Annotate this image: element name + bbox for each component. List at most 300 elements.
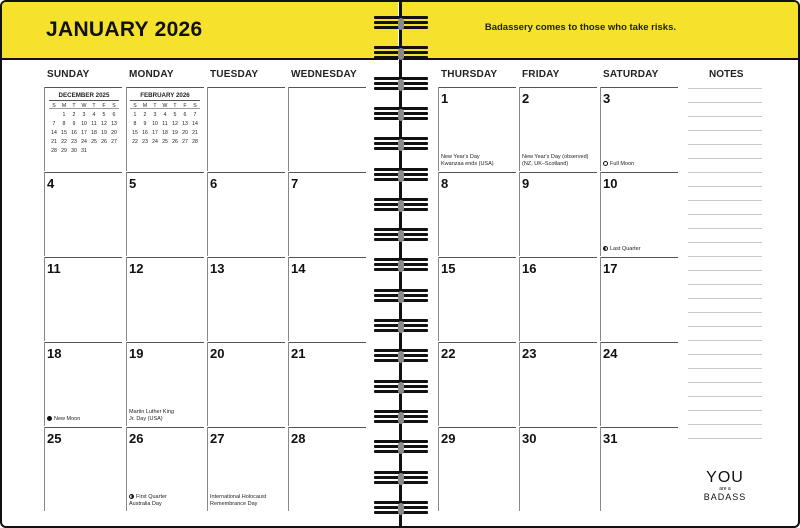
day-cell[interactable]: [288, 172, 366, 256]
cell-divider: [126, 172, 127, 256]
mini-date: 28: [51, 148, 57, 154]
logo-line-2: are a: [719, 486, 731, 492]
event-line: [441, 161, 494, 168]
day-events: [522, 154, 588, 168]
mini-date: 10: [152, 121, 158, 127]
day-number: 21: [291, 346, 306, 361]
mini-date: 29: [61, 148, 67, 154]
mini-date: 5: [102, 112, 106, 118]
notes-line[interactable]: [688, 158, 762, 159]
day-cell[interactable]: [44, 172, 122, 256]
notes-line[interactable]: [688, 354, 762, 355]
day-cell[interactable]: [126, 427, 204, 511]
event-line: [129, 409, 174, 416]
cell-rule: [519, 87, 597, 88]
event-text: Jr. Day (USA): [129, 416, 163, 422]
ring-hole: [398, 109, 404, 121]
cell-divider: [438, 427, 439, 511]
notes-line[interactable]: [688, 172, 762, 173]
cell-divider: [44, 172, 45, 256]
moon-phase-icon: [129, 494, 134, 499]
mini-calendar-row: [49, 148, 119, 156]
binding-ring: [374, 380, 428, 396]
mini-date: 11: [91, 121, 97, 127]
event-line: [603, 161, 634, 168]
day-cell[interactable]: [600, 172, 678, 256]
mini-weekday: M: [142, 103, 148, 109]
mini-date: 4: [92, 112, 96, 118]
mini-weekday: F: [183, 103, 187, 109]
mini-weekday: W: [162, 103, 168, 109]
day-number: 22: [441, 346, 456, 361]
mini-date: 16: [71, 130, 77, 136]
event-line: [47, 416, 80, 423]
binding-ring: [374, 77, 428, 93]
day-cell[interactable]: [288, 342, 366, 426]
binding-ring: [374, 198, 428, 214]
cell-rule: [519, 257, 597, 258]
day-cell[interactable]: [600, 342, 678, 426]
day-number: 25: [47, 431, 62, 446]
cell-divider: [207, 257, 208, 341]
mini-date: 7: [193, 112, 197, 118]
cell-rule: [207, 172, 285, 173]
cell-divider: [600, 342, 601, 426]
cell-divider: [600, 87, 601, 171]
mini-weekday: M: [61, 103, 67, 109]
notes-line[interactable]: [688, 242, 762, 243]
binding-ring: [374, 107, 428, 123]
cell-rule: [126, 257, 204, 258]
mini-calendar-february-2026: [130, 92, 200, 162]
day-cell[interactable]: [438, 427, 516, 511]
cell-rule: [126, 342, 204, 343]
event-text: International Holocaust: [210, 494, 267, 500]
day-number: 30: [522, 431, 537, 446]
mini-date: 19: [101, 130, 107, 136]
mini-date: 14: [192, 121, 198, 127]
mini-date: 28: [192, 139, 198, 145]
mini-date: 26: [172, 139, 178, 145]
cell-rule: [44, 172, 122, 173]
mini-calendar-row: [130, 130, 200, 138]
ring-hole: [398, 442, 404, 454]
binding-ring: [374, 319, 428, 335]
event-line: [210, 501, 266, 508]
mini-date: 13: [111, 121, 117, 127]
weekday-header-3: WEDNESDAY: [291, 69, 357, 80]
cell-divider: [438, 87, 439, 171]
ring-hole: [398, 170, 404, 182]
event-line: [522, 154, 588, 161]
mini-date: 2: [72, 112, 76, 118]
cell-rule: [288, 172, 366, 173]
event-text: Kwanzaa ends (USA): [441, 161, 494, 167]
mini-date: 24: [152, 139, 158, 145]
mini-weekday: T: [92, 103, 96, 109]
mini-date: 1: [62, 112, 66, 118]
cell-divider: [438, 342, 439, 426]
day-cell[interactable]: [44, 427, 122, 511]
day-number: 8: [441, 176, 449, 191]
event-text: Australia Day: [129, 501, 162, 507]
cell-divider: [207, 87, 208, 171]
cell-divider: [438, 172, 439, 256]
mini-calendar-row: [49, 121, 119, 129]
day-number: 11: [47, 261, 61, 276]
binding-ring: [374, 440, 428, 456]
cell-rule: [288, 342, 366, 343]
mini-date: 18: [91, 130, 97, 136]
cell-divider: [600, 257, 601, 341]
cell-divider: [44, 427, 45, 511]
day-cell[interactable]: [207, 87, 285, 171]
mini-calendar-title: FEBRUARY 2026: [130, 92, 200, 101]
cell-divider: [288, 87, 289, 171]
mini-date: 20: [182, 130, 188, 136]
event-text: New Year's Day (observed): [522, 154, 589, 160]
ring-hole: [398, 291, 404, 303]
mini-calendar-row: [49, 139, 119, 147]
day-number: 19: [129, 346, 144, 361]
cell-rule: [126, 427, 204, 428]
cell-divider: [288, 257, 289, 341]
cell-divider: [600, 427, 601, 511]
binding-ring: [374, 168, 428, 184]
event-text: New Year's Day: [441, 154, 480, 160]
day-number: 9: [522, 176, 530, 191]
day-cell[interactable]: [519, 342, 597, 426]
day-number: 5: [129, 176, 137, 191]
day-cell[interactable]: [44, 257, 122, 341]
notes-line[interactable]: [688, 144, 762, 145]
mini-date: 13: [182, 121, 188, 127]
day-cell[interactable]: [438, 87, 516, 171]
cell-rule: [519, 342, 597, 343]
day-number: 23: [522, 346, 537, 361]
event-text: Martin Luther King: [129, 409, 174, 415]
mini-date: 30: [71, 148, 77, 154]
mini-date: 16: [142, 130, 148, 136]
day-cell[interactable]: [126, 257, 204, 341]
mini-date: 1: [133, 112, 137, 118]
day-number: 20: [210, 346, 225, 361]
day-number: 27: [210, 431, 225, 446]
day-cell[interactable]: [600, 257, 678, 341]
cell-divider: [288, 427, 289, 511]
month-title: JANUARY 2026: [46, 18, 203, 41]
cell-divider: [126, 87, 127, 171]
moon-phase-icon: [603, 161, 608, 166]
notes-line[interactable]: [688, 438, 762, 439]
ring-hole: [398, 79, 404, 91]
day-number: 1: [441, 91, 449, 106]
binding-ring: [374, 258, 428, 274]
cell-rule: [288, 427, 366, 428]
event-line: [129, 501, 167, 508]
cell-rule: [438, 87, 516, 88]
mini-weekday: S: [193, 103, 197, 109]
ring-hole: [398, 48, 404, 60]
event-line: [603, 246, 641, 253]
mini-calendar-weekdays: [49, 103, 119, 109]
day-cell[interactable]: [438, 172, 516, 256]
mini-date: 17: [81, 130, 87, 136]
weekday-header-1: MONDAY: [129, 69, 174, 80]
ring-hole: [398, 412, 404, 424]
notes-line[interactable]: [688, 88, 762, 89]
event-line: [522, 161, 588, 168]
notes-line[interactable]: [688, 326, 762, 327]
mini-date: 2: [143, 112, 147, 118]
notes-line[interactable]: [688, 410, 762, 411]
cell-divider: [44, 87, 45, 171]
cell-rule: [207, 257, 285, 258]
cell-rule: [519, 427, 597, 428]
day-number: 4: [47, 176, 55, 191]
ring-hole: [398, 260, 404, 272]
day-cell[interactable]: [207, 257, 285, 341]
cell-rule: [600, 87, 678, 88]
cell-divider: [44, 257, 45, 341]
day-cell[interactable]: [288, 87, 366, 171]
event-text: New Moon: [54, 416, 81, 422]
mini-date: 6: [183, 112, 187, 118]
day-cell[interactable]: [207, 172, 285, 256]
day-number: 7: [291, 176, 299, 191]
day-number: 16: [522, 261, 537, 276]
mini-date: 15: [132, 130, 138, 136]
cell-rule: [600, 427, 678, 428]
mini-date: 21: [51, 139, 57, 145]
cell-rule: [126, 172, 204, 173]
day-number: 10: [603, 176, 618, 191]
day-cell[interactable]: [519, 172, 597, 256]
mini-calendar-row: [130, 121, 200, 129]
day-cell[interactable]: [438, 257, 516, 341]
notes-line[interactable]: [688, 298, 762, 299]
cell-divider: [519, 257, 520, 341]
cell-rule: [288, 257, 366, 258]
mini-date: 23: [71, 139, 77, 145]
ring-hole: [398, 473, 404, 485]
mini-date: 8: [62, 121, 66, 127]
day-cell[interactable]: [126, 172, 204, 256]
mini-date: 10: [81, 121, 87, 127]
event-line: [129, 494, 167, 501]
day-events: [129, 409, 174, 423]
brand-logo: [699, 470, 751, 502]
day-number: 29: [441, 431, 456, 446]
notes-line[interactable]: [688, 116, 762, 117]
day-events: [210, 494, 266, 508]
mini-date: 3: [153, 112, 157, 118]
cell-rule: [126, 87, 204, 88]
mini-calendar-title: DECEMBER 2025: [49, 92, 119, 101]
day-cell[interactable]: [600, 87, 678, 171]
cell-divider: [288, 172, 289, 256]
binding-ring: [374, 410, 428, 426]
event-text: First Quarter: [136, 494, 167, 500]
binding-ring: [374, 471, 428, 487]
cell-rule: [207, 87, 285, 88]
cell-rule: [288, 87, 366, 88]
day-number: 28: [291, 431, 306, 446]
binding-ring: [374, 228, 428, 244]
binding-ring: [374, 349, 428, 365]
notes-line[interactable]: [688, 228, 762, 229]
notes-line[interactable]: [688, 396, 762, 397]
event-text: Full Moon: [610, 161, 635, 167]
day-events: [47, 416, 80, 423]
day-cell[interactable]: [126, 342, 204, 426]
day-cell[interactable]: [519, 87, 597, 171]
day-cell[interactable]: [600, 427, 678, 511]
mini-date: 7: [52, 121, 56, 127]
binding-ring: [374, 137, 428, 153]
mini-date: 8: [133, 121, 137, 127]
cell-divider: [207, 427, 208, 511]
notes-line[interactable]: [688, 130, 762, 131]
cell-rule: [44, 87, 122, 88]
day-events: [441, 154, 494, 168]
binding-ring: [374, 16, 428, 32]
mini-date: 19: [172, 130, 178, 136]
mini-date: 18: [162, 130, 168, 136]
mini-date: 21: [192, 130, 198, 136]
mini-date: 12: [101, 121, 107, 127]
mini-date: 11: [162, 121, 168, 127]
mini-calendar-december-2025: [49, 92, 119, 162]
weekday-header-2: TUESDAY: [210, 69, 259, 80]
mini-weekday: S: [112, 103, 116, 109]
day-events: [603, 161, 634, 168]
mini-date: 4: [163, 112, 167, 118]
event-text: Remembrance Day: [210, 501, 258, 507]
day-number: 2: [522, 91, 530, 106]
day-events: [603, 246, 641, 253]
cell-rule: [600, 257, 678, 258]
mini-weekday: F: [102, 103, 106, 109]
notes-line[interactable]: [688, 368, 762, 369]
notes-line[interactable]: [688, 214, 762, 215]
notes-line[interactable]: [688, 102, 762, 103]
cell-rule: [44, 342, 122, 343]
day-number: 3: [603, 91, 611, 106]
day-number: 17: [603, 261, 618, 276]
binding-ring: [374, 501, 428, 517]
mini-weekday: S: [52, 103, 56, 109]
mini-date: 15: [61, 130, 67, 136]
notes-line[interactable]: [688, 186, 762, 187]
mini-date: 9: [72, 121, 76, 127]
mini-date: 6: [112, 112, 116, 118]
mini-weekday: W: [81, 103, 87, 109]
logo-line-3: BADASS: [703, 492, 747, 502]
ring-hole: [398, 230, 404, 242]
mini-calendar-row: [49, 130, 119, 138]
mini-calendar-row: [130, 139, 200, 147]
weekday-header-4: THURSDAY: [441, 69, 498, 80]
cell-rule: [519, 172, 597, 173]
cell-divider: [44, 342, 45, 426]
cell-divider: [438, 257, 439, 341]
mini-date: 27: [182, 139, 188, 145]
binding-ring: [374, 289, 428, 305]
notes-line[interactable]: [688, 340, 762, 341]
ring-hole: [398, 321, 404, 333]
day-cell[interactable]: [438, 342, 516, 426]
day-cell[interactable]: [288, 257, 366, 341]
notes-line[interactable]: [688, 200, 762, 201]
day-number: 18: [47, 346, 62, 361]
day-cell[interactable]: [519, 257, 597, 341]
ring-hole: [398, 200, 404, 212]
notes-line[interactable]: [688, 284, 762, 285]
mini-date: 9: [143, 121, 147, 127]
mini-date: 14: [51, 130, 57, 136]
day-number: 12: [129, 261, 144, 276]
day-cell[interactable]: [288, 427, 366, 511]
cell-divider: [126, 342, 127, 426]
mini-date: 26: [101, 139, 107, 145]
mini-date: 5: [173, 112, 177, 118]
day-cell[interactable]: [207, 427, 285, 511]
mini-weekday: T: [72, 103, 76, 109]
weekday-header-6: SATURDAY: [603, 69, 659, 80]
mini-weekday: T: [173, 103, 177, 109]
cell-divider: [519, 87, 520, 171]
logo-line-1: YOU: [706, 469, 744, 486]
cell-rule: [600, 172, 678, 173]
binding-ring: [374, 46, 428, 62]
mini-date: 20: [111, 130, 117, 136]
day-number: 6: [210, 176, 218, 191]
cell-divider: [519, 427, 520, 511]
notes-line[interactable]: [688, 256, 762, 257]
cell-rule: [438, 172, 516, 173]
cell-divider: [126, 257, 127, 341]
notes-line[interactable]: [688, 312, 762, 313]
day-cell[interactable]: [44, 342, 122, 426]
event-line: [210, 494, 266, 501]
event-line: [129, 416, 174, 423]
mini-date: 17: [152, 130, 158, 136]
cell-divider: [126, 427, 127, 511]
notes-line[interactable]: [688, 382, 762, 383]
notes-line[interactable]: [688, 270, 762, 271]
ring-hole: [398, 351, 404, 363]
day-cell[interactable]: [519, 427, 597, 511]
mini-date: 24: [81, 139, 87, 145]
cell-rule: [44, 427, 122, 428]
day-cell[interactable]: [207, 342, 285, 426]
cell-rule: [438, 257, 516, 258]
cell-rule: [600, 342, 678, 343]
notes-label: NOTES: [709, 69, 744, 80]
notes-line[interactable]: [688, 424, 762, 425]
mini-date: 25: [91, 139, 97, 145]
weekday-header-5: FRIDAY: [522, 69, 560, 80]
cell-rule: [438, 342, 516, 343]
cell-divider: [519, 172, 520, 256]
mini-date: 23: [142, 139, 148, 145]
cell-rule: [207, 427, 285, 428]
moon-phase-icon: [603, 246, 608, 251]
mini-weekday: T: [153, 103, 157, 109]
mini-calendar-row: [49, 112, 119, 120]
event-line: [441, 154, 494, 161]
